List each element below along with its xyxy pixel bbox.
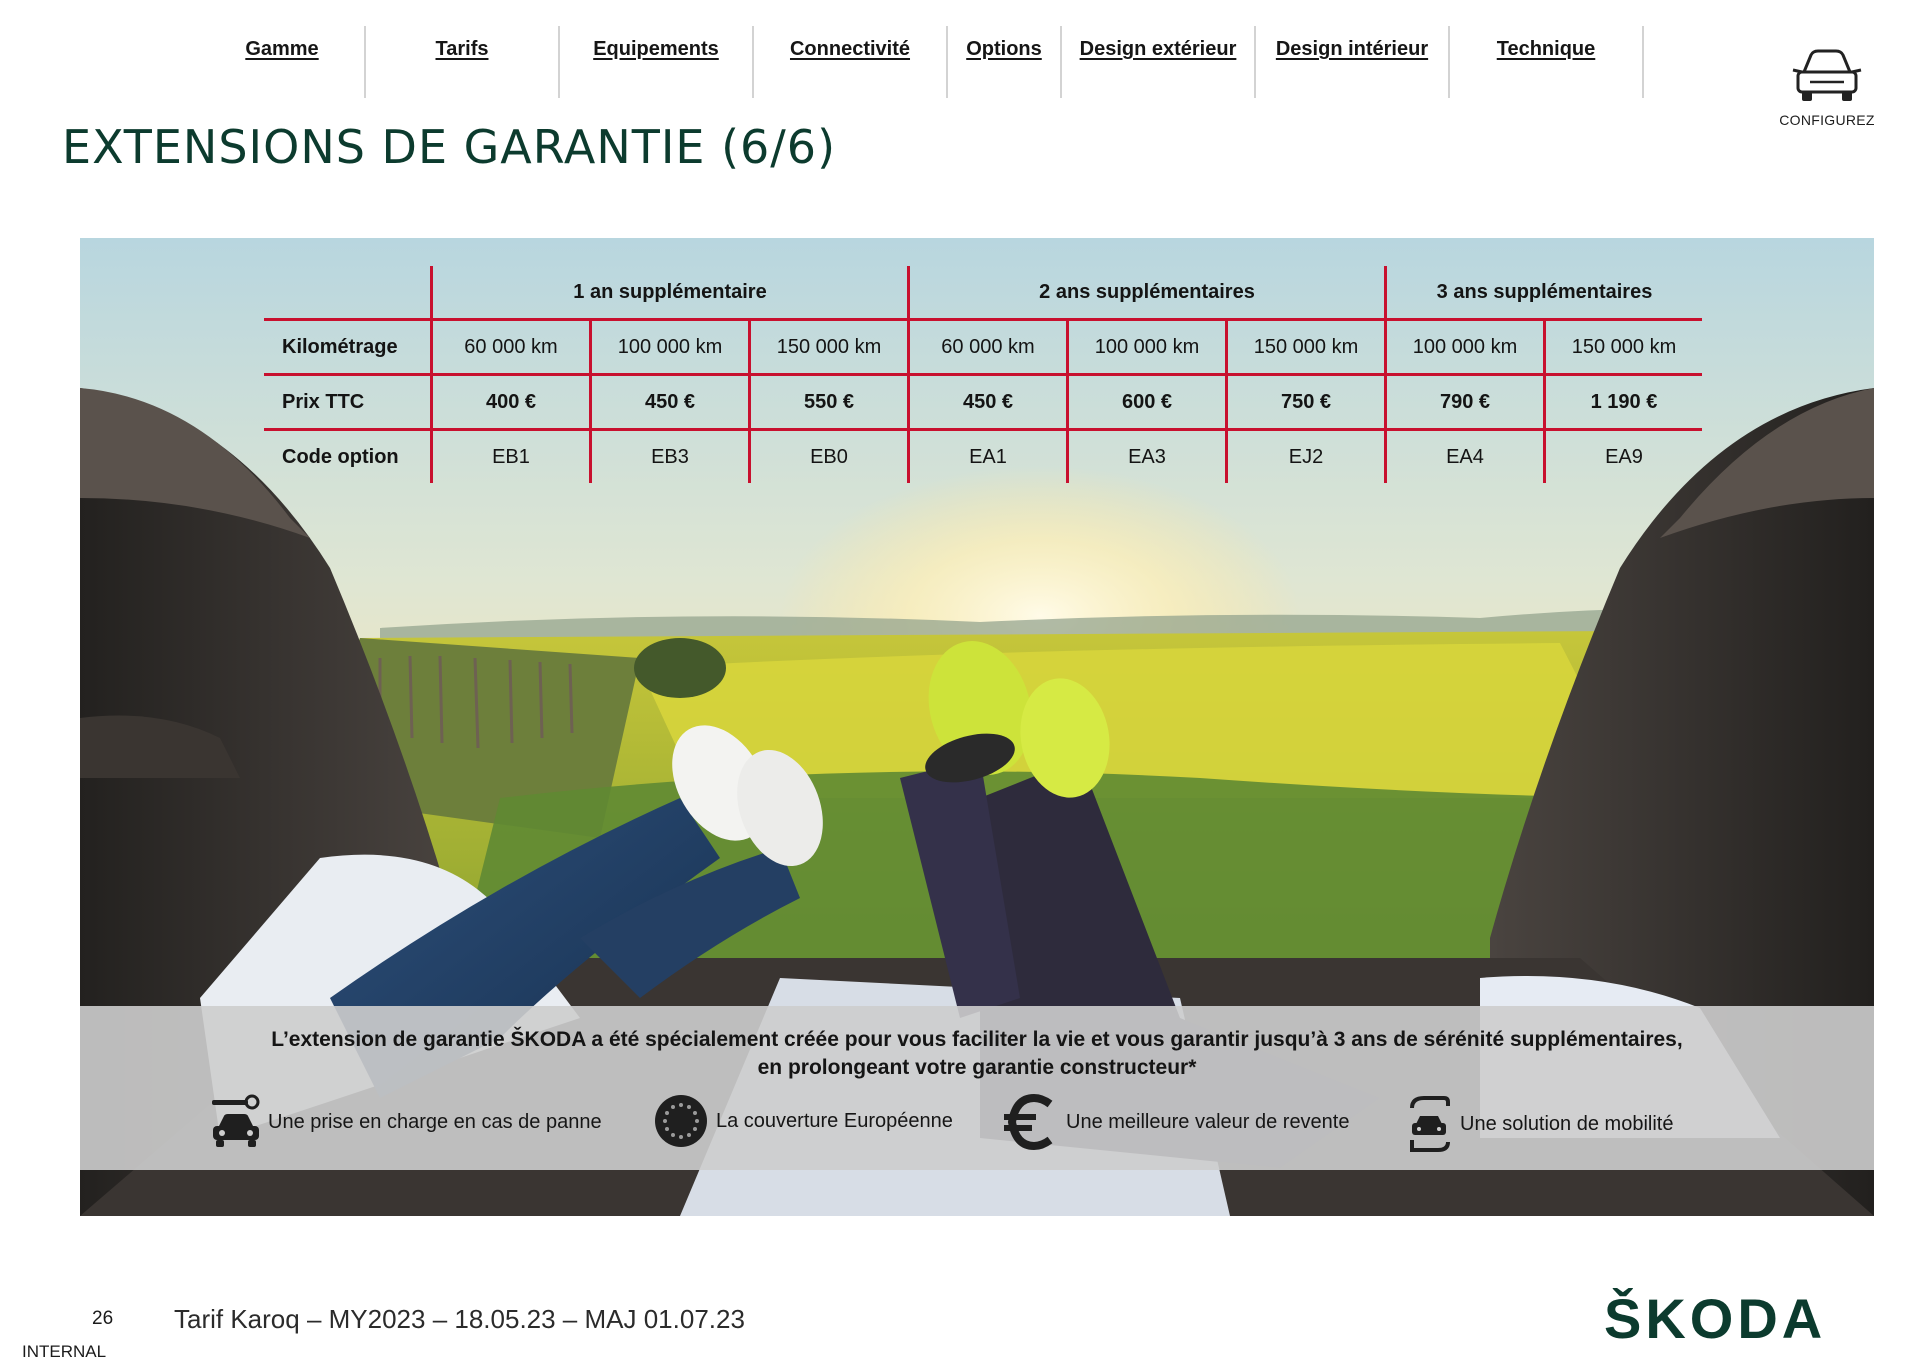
- group-header: 3 ans supplémentaires: [1436, 280, 1653, 303]
- group-header: 1 an supplémentaire: [432, 266, 909, 320]
- group-header: 2 ans supplémentaires: [909, 266, 1386, 320]
- nav-divider: [1642, 26, 1644, 98]
- brand-text: ŠKODA: [1604, 1288, 1827, 1348]
- table-cell: 60 000 km: [909, 320, 1068, 375]
- info-text: [80, 1026, 1874, 1082]
- feature-label: Une solution de mobilité: [1460, 1112, 1674, 1135]
- feature-label: Une prise en charge en cas de panne: [268, 1110, 602, 1133]
- table-cell: 400 €: [432, 375, 591, 430]
- table-cell: EB3: [591, 430, 750, 484]
- table-cell: 150 000 km: [750, 320, 909, 375]
- nav-options[interactable]: Options: [966, 38, 1042, 60]
- table-cell: 100 000 km: [591, 320, 750, 375]
- table-cell: EA3: [1068, 430, 1227, 484]
- table-cell: EJ2: [1227, 430, 1386, 484]
- row-label: Prix TTC: [264, 375, 432, 430]
- info-band: [80, 1006, 1874, 1170]
- info-line-1: L’extension de garantie ŠKODA a été spécialement créée pour vous faciliter la vie et vous garantir jusqu’à 3 ans de sérénité supplémentaires,: [271, 1028, 1683, 1051]
- table-cell: EA1: [909, 430, 1068, 484]
- table-cell: 150 000 km: [1545, 320, 1703, 375]
- skoda-logo: [1604, 1288, 1880, 1353]
- top-nav: [200, 26, 1644, 98]
- feature-breakdown: [210, 1094, 602, 1150]
- table-cell: EB0: [750, 430, 909, 484]
- table-cell: 790 €: [1386, 375, 1545, 430]
- table-row-prix: [264, 375, 1702, 430]
- warranty-table: [264, 266, 1702, 483]
- table-cell: EA9: [1545, 430, 1703, 484]
- feature-resale: [1004, 1094, 1350, 1150]
- nav-connectivite[interactable]: Connectivité: [789, 38, 911, 60]
- row-label: Code option: [264, 430, 432, 484]
- skoda-wordmark: [1604, 1288, 1880, 1348]
- hero-photo: [80, 238, 1874, 1216]
- table-cell: 750 €: [1227, 375, 1386, 430]
- table-cell: 1 190 €: [1545, 375, 1703, 430]
- table-cell: 100 000 km: [1068, 320, 1227, 375]
- car-front-icon: [1790, 48, 1864, 104]
- eu-flag-icon: [654, 1094, 708, 1148]
- feature-europe: [654, 1094, 953, 1148]
- table-cell: 60 000 km: [432, 320, 591, 375]
- car-repair-icon: [210, 1094, 260, 1150]
- table-cell: 450 €: [909, 375, 1068, 430]
- table-cell: 550 €: [750, 375, 909, 430]
- page-number: 26: [92, 1308, 114, 1329]
- page-title: EXTENSIONS DE GARANTIE (6/6): [62, 120, 837, 174]
- nav-equipements[interactable]: Equipements: [593, 38, 719, 60]
- table-row-kilometrage: [264, 320, 1702, 375]
- table-cell: EB1: [432, 430, 591, 484]
- row-label: Kilométrage: [264, 320, 432, 375]
- nav-design-exterieur[interactable]: Design extérieur: [1079, 38, 1237, 60]
- nav-tarifs[interactable]: Tarifs: [435, 38, 489, 60]
- nav-technique[interactable]: Technique: [1496, 38, 1596, 60]
- info-line-2: en prolongeant votre garantie constructeur*: [757, 1056, 1197, 1079]
- feature-mobility: [1408, 1094, 1673, 1154]
- table-cell: 600 €: [1068, 375, 1227, 430]
- nav-design-interieur[interactable]: Design intérieur: [1275, 38, 1429, 60]
- configure-label: CONFIGUREZ: [1779, 112, 1875, 128]
- table-cell: 100 000 km: [1386, 320, 1545, 375]
- table-cell: EA4: [1386, 430, 1545, 484]
- table-cell: 150 000 km: [1227, 320, 1386, 375]
- feature-label: La couverture Européenne: [716, 1109, 953, 1132]
- feature-list: [210, 1094, 1770, 1154]
- table-cell: 450 €: [591, 375, 750, 430]
- table-header-row: [264, 266, 1702, 320]
- table-row-code: [264, 430, 1702, 484]
- euro-icon: [1004, 1094, 1058, 1150]
- footer-title: Tarif Karoq – MY2023 – 18.05.23 – MAJ 01.07.23: [174, 1304, 745, 1334]
- table-corner: [264, 266, 432, 320]
- hand-car-icon: [1408, 1094, 1452, 1154]
- classification-label: INTERNAL: [22, 1342, 107, 1361]
- configure-button[interactable]: [1762, 48, 1892, 128]
- feature-label: Une meilleure valeur de revente: [1066, 1110, 1350, 1133]
- nav-gamme[interactable]: Gamme: [245, 38, 319, 60]
